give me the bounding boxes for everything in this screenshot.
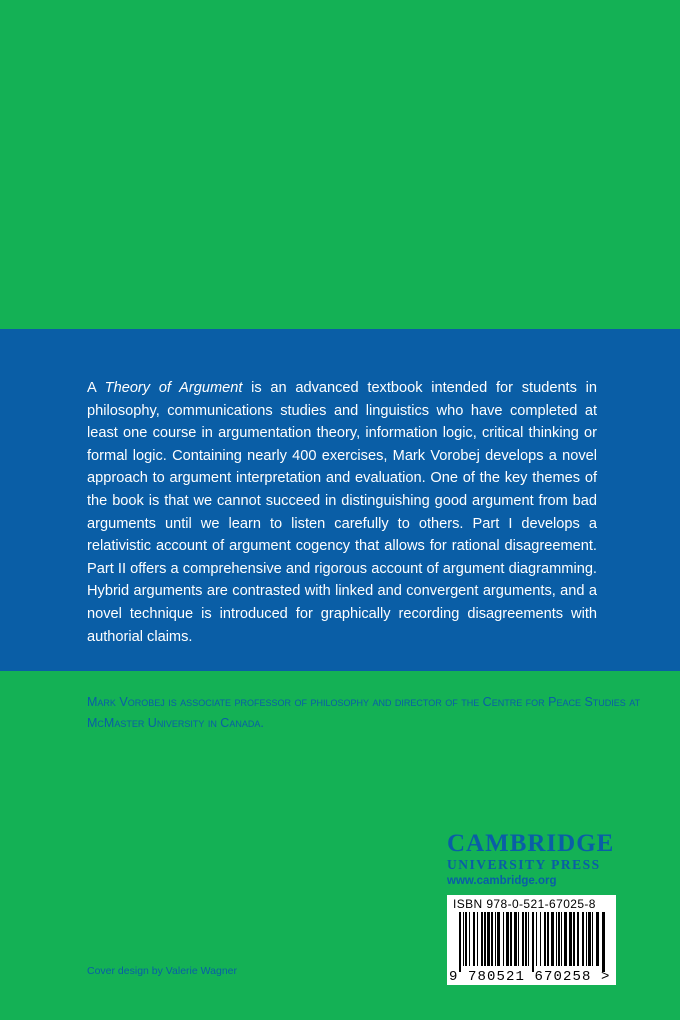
barcode-bar [540, 912, 541, 966]
barcode-bar [463, 912, 464, 966]
barcode-bar [510, 912, 512, 966]
barcode-bar [495, 912, 496, 966]
barcode-bar [592, 912, 593, 966]
barcode-bar [573, 912, 575, 966]
barcode-bar [514, 912, 517, 966]
barcode-bar [544, 912, 546, 966]
barcode-bar [551, 912, 554, 966]
barcode-bar [484, 912, 486, 966]
barcode-bar [577, 912, 579, 966]
barcode-bar [532, 912, 534, 972]
book-description [87, 377, 597, 648]
top-green-panel [0, 0, 680, 329]
barcode [447, 895, 616, 985]
barcode-bar [547, 912, 549, 966]
publisher-logo [447, 831, 622, 887]
publisher-subtitle: UNIVERSITY PRESS [447, 857, 601, 872]
barcode-bar [487, 912, 490, 966]
barcode-bar [528, 912, 529, 966]
barcode-bar [503, 912, 504, 966]
barcode-bar [602, 912, 605, 972]
isbn-label: ISBN 978-0-521-67025-8 [453, 897, 596, 911]
barcode-bar [497, 912, 500, 966]
barcode-bar [481, 912, 483, 966]
barcode-bar [465, 912, 467, 966]
barcode-bar [491, 912, 493, 966]
barcode-bar [506, 912, 509, 966]
barcode-bar [536, 912, 537, 966]
blurb-lead: A [87, 380, 96, 396]
barcode-bar [569, 912, 572, 966]
publisher-name: CAMBRIDGE [447, 830, 615, 857]
blurb-text: is an advanced textbook intended for students in philosophy, communications studies and linguistics who have completed at least one course in argumentation theory, information logic, critical thinking or formal logic. Containing nearly 400 exercises, Mark Vorobej develops a novel approach to argument interpretation and evaluation. One of the key themes of the book is that we cannot succeed in distinguishing good argument from bad arguments until we learn to listen carefully to others. Part I develops a relativistic account of argument cogency that allows for rational disagreement. Part II offers a comprehensive and rigorous account of argument diagramming. Hybrid arguments are contrasted with linked and convergent arguments, and a novel technique is introduced for graphically recording disagreements with authorial claims. [87, 380, 597, 645]
author-bio: Mark Vorobej is associate professor of philosophy and director of the Centre for Peace Studies at McMaster University in Canada. [87, 695, 641, 730]
publisher-url: www.cambridge.org [447, 875, 557, 887]
ean-number: 9 780521 670258 > [449, 969, 611, 985]
barcode-bar [564, 912, 567, 966]
barcode-bar [558, 912, 560, 966]
barcode-bar [473, 912, 475, 966]
barcode-bar [525, 912, 527, 966]
barcode-bar [582, 912, 584, 966]
barcode-bar [518, 912, 519, 966]
book-title: Theory of Argument [104, 380, 243, 396]
cover-credit: Cover design by Valerie Wagner [87, 965, 237, 977]
barcode-bar [586, 912, 587, 966]
barcode-bar [477, 912, 478, 966]
barcode-bar [522, 912, 524, 966]
barcode-bar [459, 912, 461, 972]
barcode-bar [469, 912, 470, 966]
barcode-bar [588, 912, 591, 966]
barcode-bar [561, 912, 562, 966]
barcode-bar [556, 912, 557, 966]
barcode-bar [596, 912, 599, 966]
